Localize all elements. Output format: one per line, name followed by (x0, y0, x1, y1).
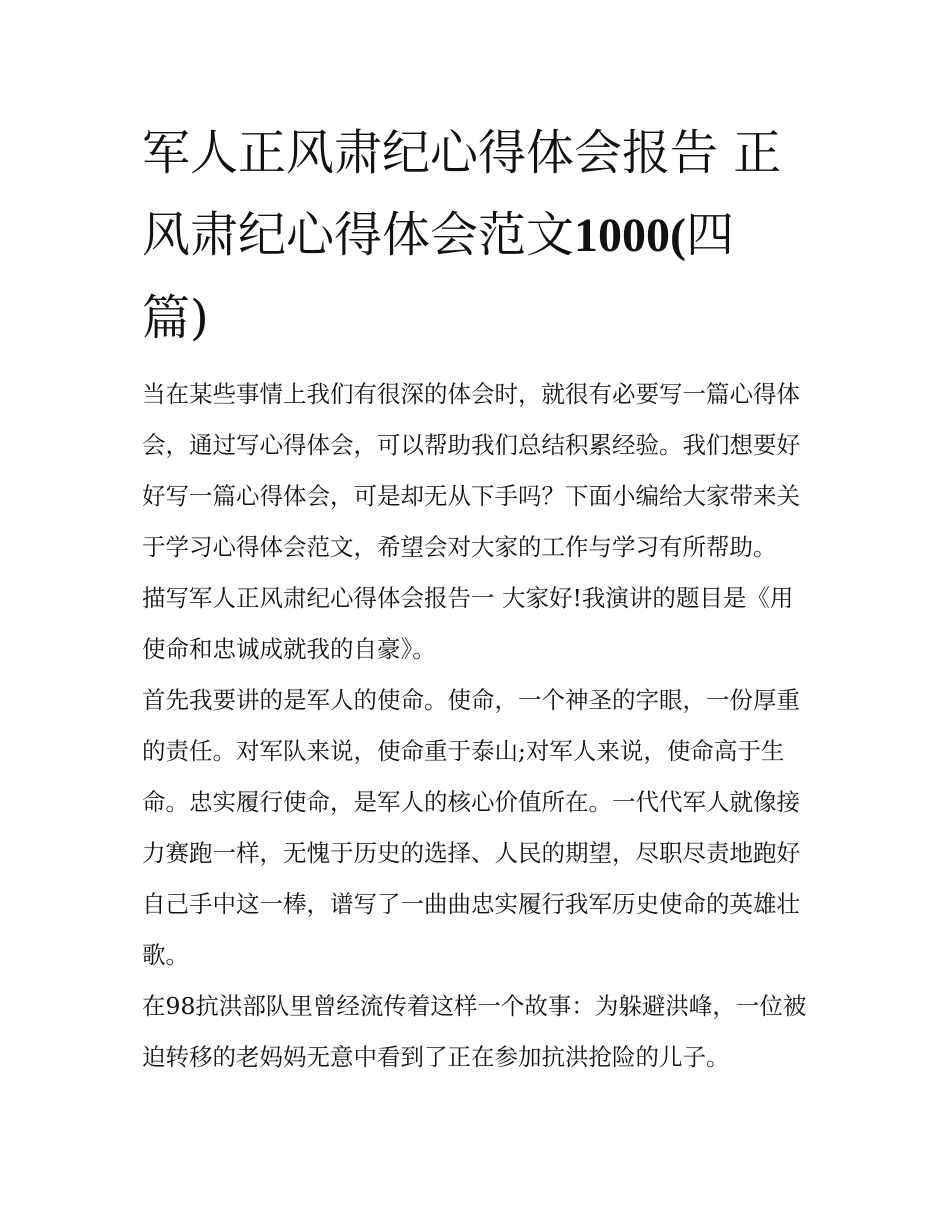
title-line-2: 风肃纪心得体会范文 (142, 207, 575, 263)
document-content (142, 112, 814, 1083)
speech-opening-paragraph: 描写军人正风肃纪心得体会报告一 大家好!我演讲的题目是《用使命和忠诚成就我的自豪》。 (142, 584, 794, 663)
title-count: 四 (686, 207, 735, 263)
document-title (142, 112, 814, 359)
title-line-1: 军人正风肃纪心得体会报告 正 (142, 125, 782, 181)
intro-paragraph: 当在某些事情上我们有很深的体会时，就很有必要写一篇心得体会，通过写心得体会，可以帮助我们总结积累经验。我们想要好好写一篇心得体会，可是却无从下手吗？下面小编给大家带来关于学习心得体会范文，希望会对大家的工作与学习有所帮助。 (142, 380, 800, 561)
mission-paragraph: 首先我要讲的是军人的使命。使命，一个神圣的字眼，一份厚重的责任。对军队来说，使命重于泰山;对军人来说，使命高于生命。忠实履行使命，是军人的核心价值所在。一代代军人就像接力赛跑一样，无愧于历史的选择、人民的期望，尽职尽责地跑好自己手中这一棒，谱写了一曲曲忠实履行我军历史使命的英雄壮歌。 (142, 686, 800, 969)
title-line-3: 篇) (142, 290, 209, 346)
flood-story-paragraph: 在98抗洪部队里曾经流传着这样一个故事：为躲避洪峰，一位被迫转移的老妈妈无意中看到了正在参加抗洪抢险的儿子。 (142, 992, 807, 1071)
title-number: 1000( (574, 209, 686, 262)
